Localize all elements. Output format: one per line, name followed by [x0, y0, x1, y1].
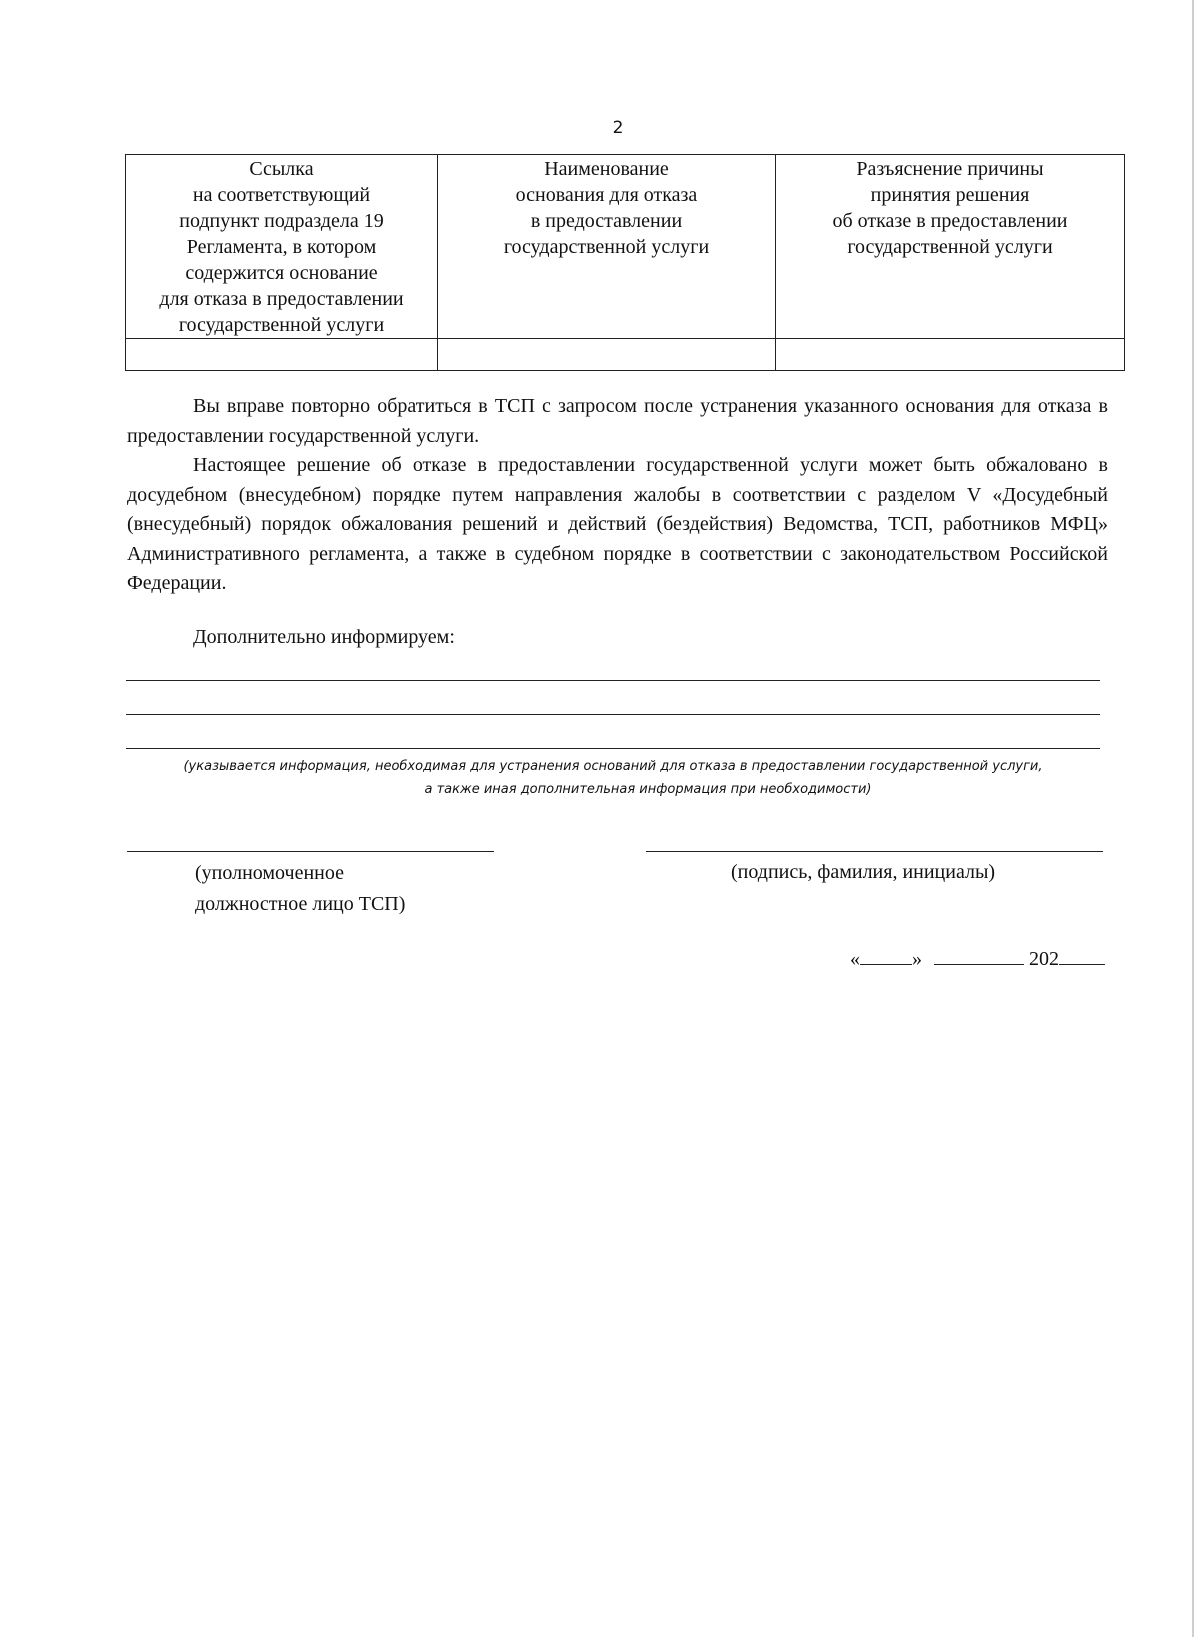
official-signature-line[interactable] [127, 851, 494, 852]
header-line: Ссылка [249, 158, 314, 180]
note-line: а также иная дополнительная информация при необходимости) [424, 782, 872, 797]
refusal-reasons-table [125, 154, 1125, 371]
additional-info-line[interactable] [126, 714, 1100, 715]
header-line: государственной услуги [503, 236, 710, 258]
header-line: подпункт подраздела 19 [179, 210, 384, 232]
additional-info-line[interactable] [126, 748, 1100, 749]
additional-info-label: Дополнительно информируем: [193, 626, 455, 648]
header-line: Регламента, в котором [186, 236, 377, 258]
reapply-paragraph: Вы вправе повторно обратиться в ТСП с запросом после устранения указанного основания для отказа в предоставлении государственной услуги. [127, 395, 1108, 447]
header-regulation-reference [126, 155, 438, 339]
header-refusal-explanation [776, 155, 1125, 339]
date-year-prefix: 202 [1029, 948, 1059, 970]
header-line: содержится основание [185, 262, 378, 284]
note-line: (указывается информация, необходимая для устранения оснований для отказа в предоставлении государственной услуги, [183, 759, 1043, 774]
page-number: 2 [612, 118, 624, 138]
header-line: для отказа в предоставлении [159, 288, 404, 310]
appeal-paragraph: Настоящее решение об отказе в предоставлении государственной услуги может быть обжаловано в досудебном (внесудебном) порядке путем направления жалобы в соответствии с разделом V «Досудебный (внесудебный) порядок обжалования решений и действий (бездействия) Ведомства, ТСП, работников МФЦ» Административного регламента, а также в судебном порядке в соответствии с законодательством Российской Федерации. [127, 454, 1108, 594]
date-field [850, 946, 1105, 971]
header-line: Разъяснение причины [856, 158, 1044, 180]
scan-page-edge [1192, 0, 1194, 1637]
date-open-quote: « [850, 948, 860, 970]
table-header-row [126, 155, 1125, 339]
additional-info-line[interactable] [126, 680, 1100, 681]
table-cell[interactable] [776, 339, 1125, 371]
date-month-blank[interactable] [934, 946, 1024, 965]
caption-line: должностное лицо ТСП) [195, 893, 406, 915]
official-caption [195, 858, 405, 920]
header-line: государственной услуги [178, 314, 385, 336]
header-line: на соответствующий [192, 184, 371, 206]
signature-name-line[interactable] [646, 851, 1103, 852]
caption-line: (уполномоченное [195, 862, 345, 884]
date-day-blank[interactable] [860, 946, 912, 965]
header-line: в предоставлении [530, 210, 683, 232]
header-refusal-ground-name [438, 155, 776, 339]
signature-caption: (подпись, фамилия, инициалы) [731, 861, 996, 883]
header-line: Наименование [544, 158, 669, 180]
date-year-blank[interactable] [1059, 946, 1105, 965]
header-line: об отказе в предоставлении [832, 210, 1068, 232]
header-line: принятия решения [870, 184, 1030, 206]
date-close-quote: » [912, 948, 922, 970]
table-row [126, 339, 1125, 371]
header-line: основания для отказа [515, 184, 698, 206]
header-line: государственной услуги [847, 236, 1053, 258]
table-cell[interactable] [438, 339, 776, 371]
table-cell[interactable] [126, 339, 438, 371]
additional-info-note [126, 755, 1100, 801]
